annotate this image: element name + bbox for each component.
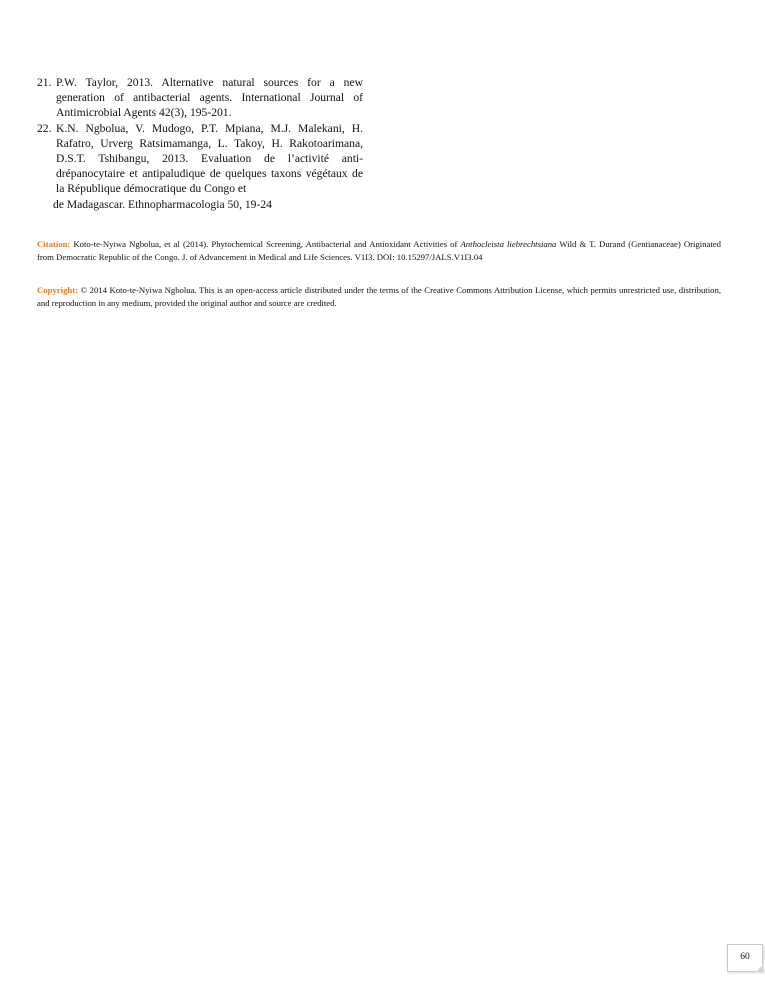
copyright-block <box>37 284 721 309</box>
reference-text: P.W. Taylor, 2013. Alternative natural sources for a new generation of antibacterial agents. International Journal of Antimicrobial Agents 42(3), 195-201. <box>56 76 363 120</box>
reference-list <box>37 75 363 212</box>
copyright-text: © 2014 Koto-te-Nyiwa Ngbolua. This is an open-access article distributed under the terms of the Creative Commons Attribution License, which permits unrestricted use, distribution, and reproduction in any medium, provided the original author and source are credited. <box>37 285 721 308</box>
copyright-label: Copyright: <box>37 285 79 295</box>
citation-label: Citation: <box>37 239 71 249</box>
reference-number: 22. <box>37 121 52 135</box>
reference-text-last-line: de Madagascar. Ethnopharmacologia 50, 19-24 <box>53 197 272 211</box>
reference-text: K.N. Ngbolua, V. Mudogo, P.T. Mpiana, M.J. Malekani, H. Rafatro, Urverg Ratsimamanga, L. Takoy, H. Rakotoarimana, D.S.T. Tshibangu, 2013. Evaluation de l’activité anti-drépanocytaire et antipaludique de quelques taxons végétaux de la République démocratique du Congo et <box>56 121 363 196</box>
reference-item <box>37 75 363 121</box>
citation-text: Koto-te-Nyiwa Ngbolua, et al (2014). Phytochemical Screening, Antibacterial and Antioxidant Activities of <box>70 239 461 249</box>
reference-number: 21. <box>37 76 52 89</box>
citation-text-end: Wild & T. Durand (Gentianaceae) Originated from Democratic Republic of the Congo. J. of Advancement in Medical and Life Sciences. V1I3. DOI: 10.15297/JALS.V1I3.04 <box>37 239 721 262</box>
page-number: 60 <box>727 944 763 972</box>
citation-species-name: Anthocleista liebrechtsiana <box>460 239 557 249</box>
reference-item <box>37 121 363 212</box>
reference-text-block <box>53 121 363 212</box>
citation-block <box>37 238 721 263</box>
